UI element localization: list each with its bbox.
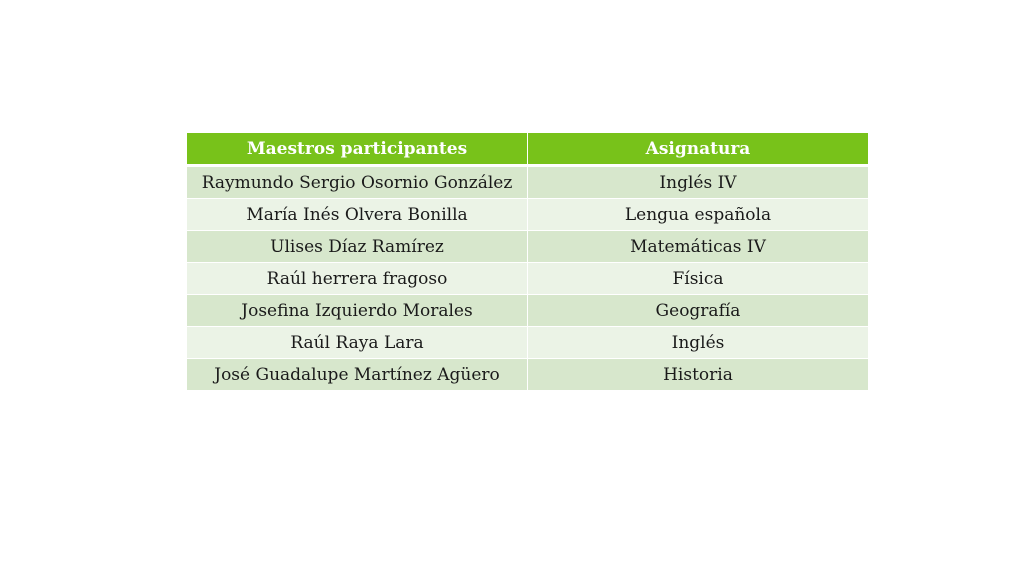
table-row xyxy=(187,231,869,263)
teacher-cell: Ulises Díaz Ramírez xyxy=(187,231,528,263)
teacher-cell: Raúl Raya Lara xyxy=(187,327,528,359)
subject-cell: Lengua española xyxy=(528,199,869,231)
table-row xyxy=(187,359,869,391)
subject-cell: Matemáticas IV xyxy=(528,231,869,263)
table-row xyxy=(187,327,869,359)
teacher-cell: María Inés Olvera Bonilla xyxy=(187,199,528,231)
teacher-cell: Josefina Izquierdo Morales xyxy=(187,295,528,327)
table-row xyxy=(187,199,869,231)
subject-cell: Geografía xyxy=(528,295,869,327)
teacher-cell: Raymundo Sergio Osornio González xyxy=(187,166,528,199)
teacher-cell: José Guadalupe Martínez Agüero xyxy=(187,359,528,391)
table-row xyxy=(187,166,869,199)
subject-cell: Física xyxy=(528,263,869,295)
table-row xyxy=(187,295,869,327)
table-row xyxy=(187,263,869,295)
header-teachers: Maestros participantes xyxy=(187,133,528,166)
subject-cell: Historia xyxy=(528,359,869,391)
subject-cell: Inglés xyxy=(528,327,869,359)
teachers-table xyxy=(186,132,869,391)
table-header-row xyxy=(187,133,869,166)
header-subject: Asignatura xyxy=(528,133,869,166)
subject-cell: Inglés IV xyxy=(528,166,869,199)
teacher-cell: Raúl herrera fragoso xyxy=(187,263,528,295)
